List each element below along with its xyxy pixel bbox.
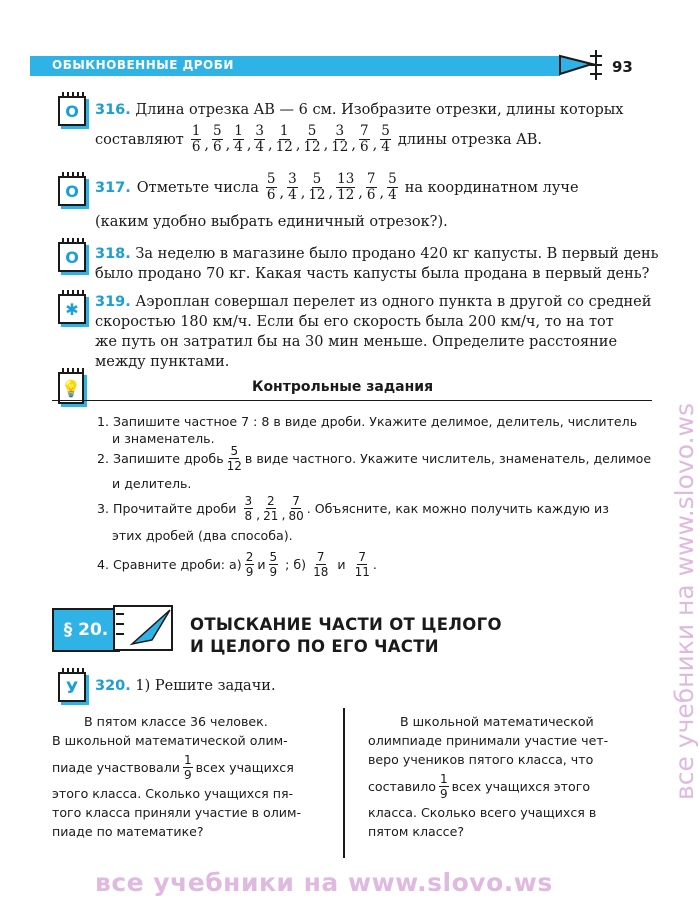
problem-316-fractions: составляют $\frac{1}{6}$ , $\frac{5}{6}$ , $\frac{1}{4}$ , $\frac{3}{4}$ , $\frac{1}{12}$ , $\frac{5}{12}$ , $\frac{3}{12}$ , $\frac{7}{6}$ , $\frac{5}{4}$ длины отрезка AB. bbox=[95, 123, 543, 155]
fraction: 3 8 bbox=[244, 494, 253, 523]
lightbulb-icon: 💡 bbox=[58, 372, 84, 404]
problem-320-left: В пятом классе 36 человек. В школьной математической олим- пиаде участвовали 1 9 всех учащихся этого класса. Сколько учащихся пя- того класса приняли участие в олим- пиаде по математике? bbox=[52, 714, 301, 839]
problem-317: 317. Отметьте числа $\frac{5}{6}$ , $\frac{3}{4}$ , $\frac{5}{12}$ , $\frac{13}{12}$ , $\frac{7}{6}$ , $\frac{5}{4}$ на координатном луче bbox=[95, 171, 579, 203]
fraction: $\frac{7}{6}$ bbox=[360, 123, 369, 155]
fraction: $\frac{1}{6}$ bbox=[191, 123, 201, 155]
divider bbox=[52, 400, 652, 401]
control-q3-line2: этих дробей (два способа). bbox=[112, 528, 293, 543]
notebook-o-icon: О bbox=[58, 242, 86, 272]
watermark-bottom: все учебники на www.slovo.ws bbox=[95, 868, 553, 897]
problem-319: 319. Аэроплан совершал перелет из одного пункта в другой со средней скоростью 180 км/ч. Если бы его скорость была 200 км/ч, то на тот же путь он затратил бы на 30 мин меньше. Определите расстояние между пунктами. bbox=[95, 294, 652, 370]
fraction: $\frac{3}{4}$ bbox=[255, 123, 265, 155]
control-q2-line2: и делитель. bbox=[112, 476, 192, 491]
notebook-pencil-icon bbox=[112, 600, 182, 656]
control-q4: 4. Сравните дроби: а) 2 9 и 5 9 ; б) 7 18 и 7 11 . bbox=[97, 550, 377, 579]
fraction: $\frac{3}{12}$ bbox=[331, 123, 349, 155]
fraction: $\frac{5}{4}$ bbox=[388, 171, 397, 203]
fraction: $\frac{5}{4}$ bbox=[381, 123, 390, 155]
fraction: $\frac{1}{4}$ bbox=[234, 123, 243, 155]
control-q2: 2. Запишите дробь 5 12 в виде частного. Укажите числитель, знаменатель, делимое bbox=[97, 444, 652, 473]
problem-318: 318. За неделю в магазине было продано 420 кг капусты. В первый день было продано 70 кг. Какая часть капусты была продана в первый день? bbox=[95, 246, 659, 282]
problem-316: 316. Длина отрезка AB — 6 см. Изобразите отрезки, длины которых bbox=[95, 102, 624, 118]
control-q1: 1. Запишите частное 7 : 8 в виде дроби. Укажите делимое, делитель, числитель и знаменатель. bbox=[97, 414, 638, 446]
fraction: $\frac{5}{12}$ bbox=[303, 123, 321, 155]
fraction: $\frac{5}{6}$ bbox=[213, 123, 222, 155]
fraction: $\frac{7}{6}$ bbox=[366, 171, 376, 203]
fraction: 2 21 bbox=[263, 494, 279, 523]
fraction: $\frac{5}{12}$ bbox=[308, 171, 326, 203]
fraction: 7 80 bbox=[288, 494, 304, 523]
problem-320-right: В школьной математической олимпиаде принимали участие чет- веро учеников пятого класса, что составило 1 9 всех учащихся этого класса. Сколько всего учащихся в пятом классе? bbox=[368, 714, 609, 839]
problem-317-line2: (каким удобно выбрать единичный отрезок?). bbox=[95, 214, 448, 230]
watermark-vertical: все учебники на www.slovo.ws bbox=[670, 403, 699, 800]
section-label: § 20. bbox=[52, 608, 120, 652]
fraction: $\frac{1}{12}$ bbox=[275, 123, 293, 155]
notebook-o-icon: О bbox=[58, 96, 86, 126]
notebook-u-icon: У bbox=[58, 672, 86, 702]
fraction: $\frac{3}{4}$ bbox=[288, 171, 297, 203]
column-divider bbox=[343, 708, 345, 858]
control-q3: 3. Прочитайте дроби 3 8 , 2 21 , 7 80 . Объясните, как можно получить каждую из bbox=[97, 494, 609, 523]
notebook-o-icon: О bbox=[58, 176, 86, 206]
pencil-arrow-icon bbox=[552, 46, 612, 84]
section-title: ОТЫСКАНИЕ ЧАСТИ ОТ ЦЕЛОГО И ЦЕЛОГО ПО ЕГО ЧАСТИ bbox=[190, 615, 502, 656]
fraction: $\frac{5}{6}$ bbox=[266, 171, 276, 203]
problem-320: 320. 1) Решите задачи. bbox=[95, 678, 276, 694]
page-number: 93 bbox=[612, 58, 633, 76]
star-difficult-icon: ✱ bbox=[58, 294, 86, 324]
fraction: $\frac{13}{12}$ bbox=[337, 171, 355, 203]
control-title: Контрольные задания bbox=[252, 379, 434, 395]
chapter-title: ОБЫКНОВЕННЫЕ ДРОБИ bbox=[52, 58, 234, 72]
